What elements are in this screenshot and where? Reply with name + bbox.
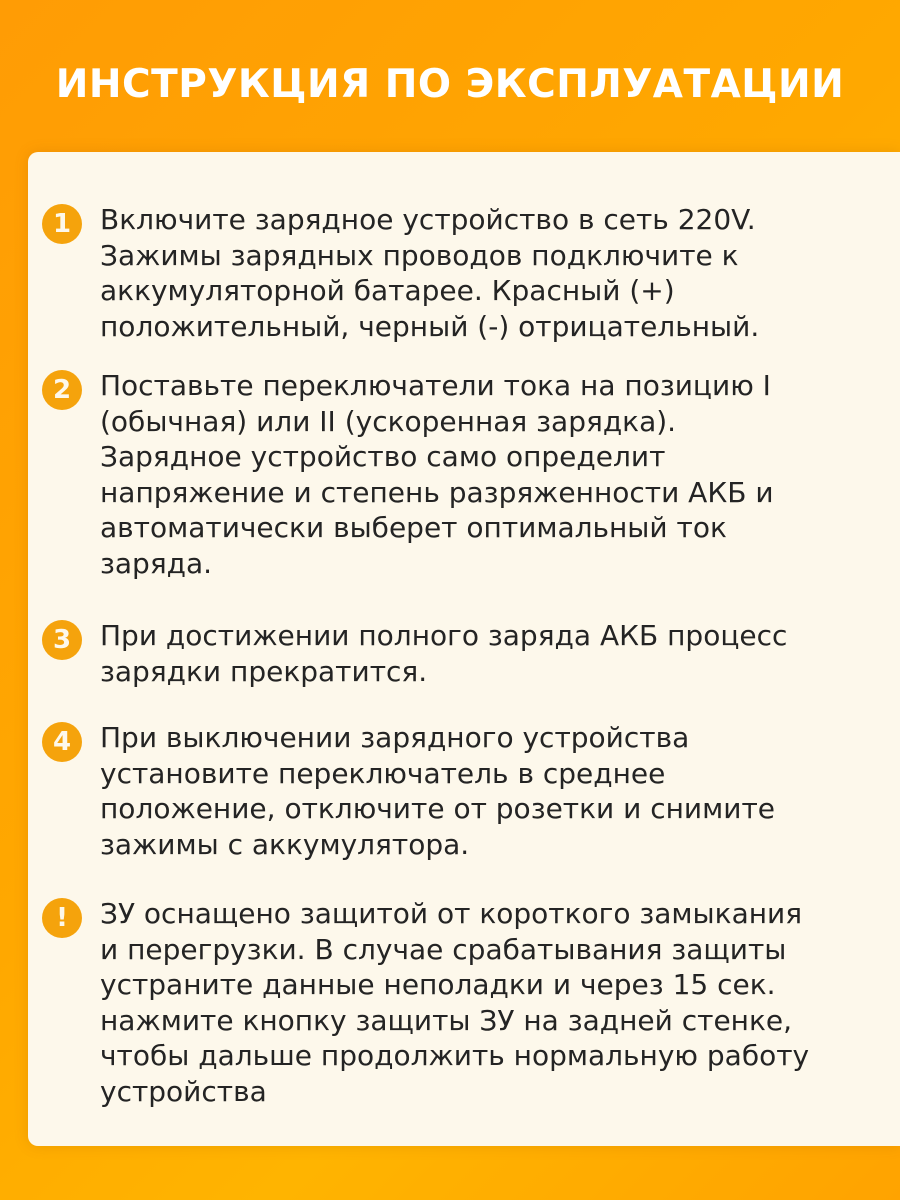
step-2-text: Поставьте переключатели тока на позицию I (обычная) или II (ускоренная зарядка). Зарядное устройство само определит напряжение и степень разряженности АКБ и автоматически выберет оптимальный ток заряда.: [100, 369, 774, 580]
step-warning-text: ЗУ оснащено защитой от короткого замыкания и перегрузки. В случае срабатывания защиты устраните данные неполадки и через 15 сек. нажмите кнопку защиты ЗУ на задней стенке, чтобы дальше продолжить нормальную работу устройства: [100, 897, 810, 1108]
step-3-text: При достижении полного заряда АКБ процесс зарядки прекратится.: [100, 619, 788, 688]
warning-icon: !: [42, 898, 82, 938]
number-four-icon: 4: [42, 722, 82, 762]
number-three-icon: 3: [42, 620, 82, 660]
step-1-text: Включите зарядное устройство в сеть 220V. Зажимы зарядных проводов подключите к аккумуляторной батарее. Красный (+) положительный, черный (-) отрицательный.: [100, 203, 760, 343]
instructions-card: [28, 152, 900, 1146]
number-two-icon: 2: [42, 370, 82, 410]
step-4-text: При выключении зарядного устройства установите переключатель в среднее положение, отключите от розетки и снимите зажимы с аккумулятора.: [100, 721, 775, 861]
number-one-icon: 1: [42, 204, 82, 244]
page-title: ИНСТРУКЦИЯ ПО ЭКСПЛУАТАЦИИ: [55, 62, 845, 107]
